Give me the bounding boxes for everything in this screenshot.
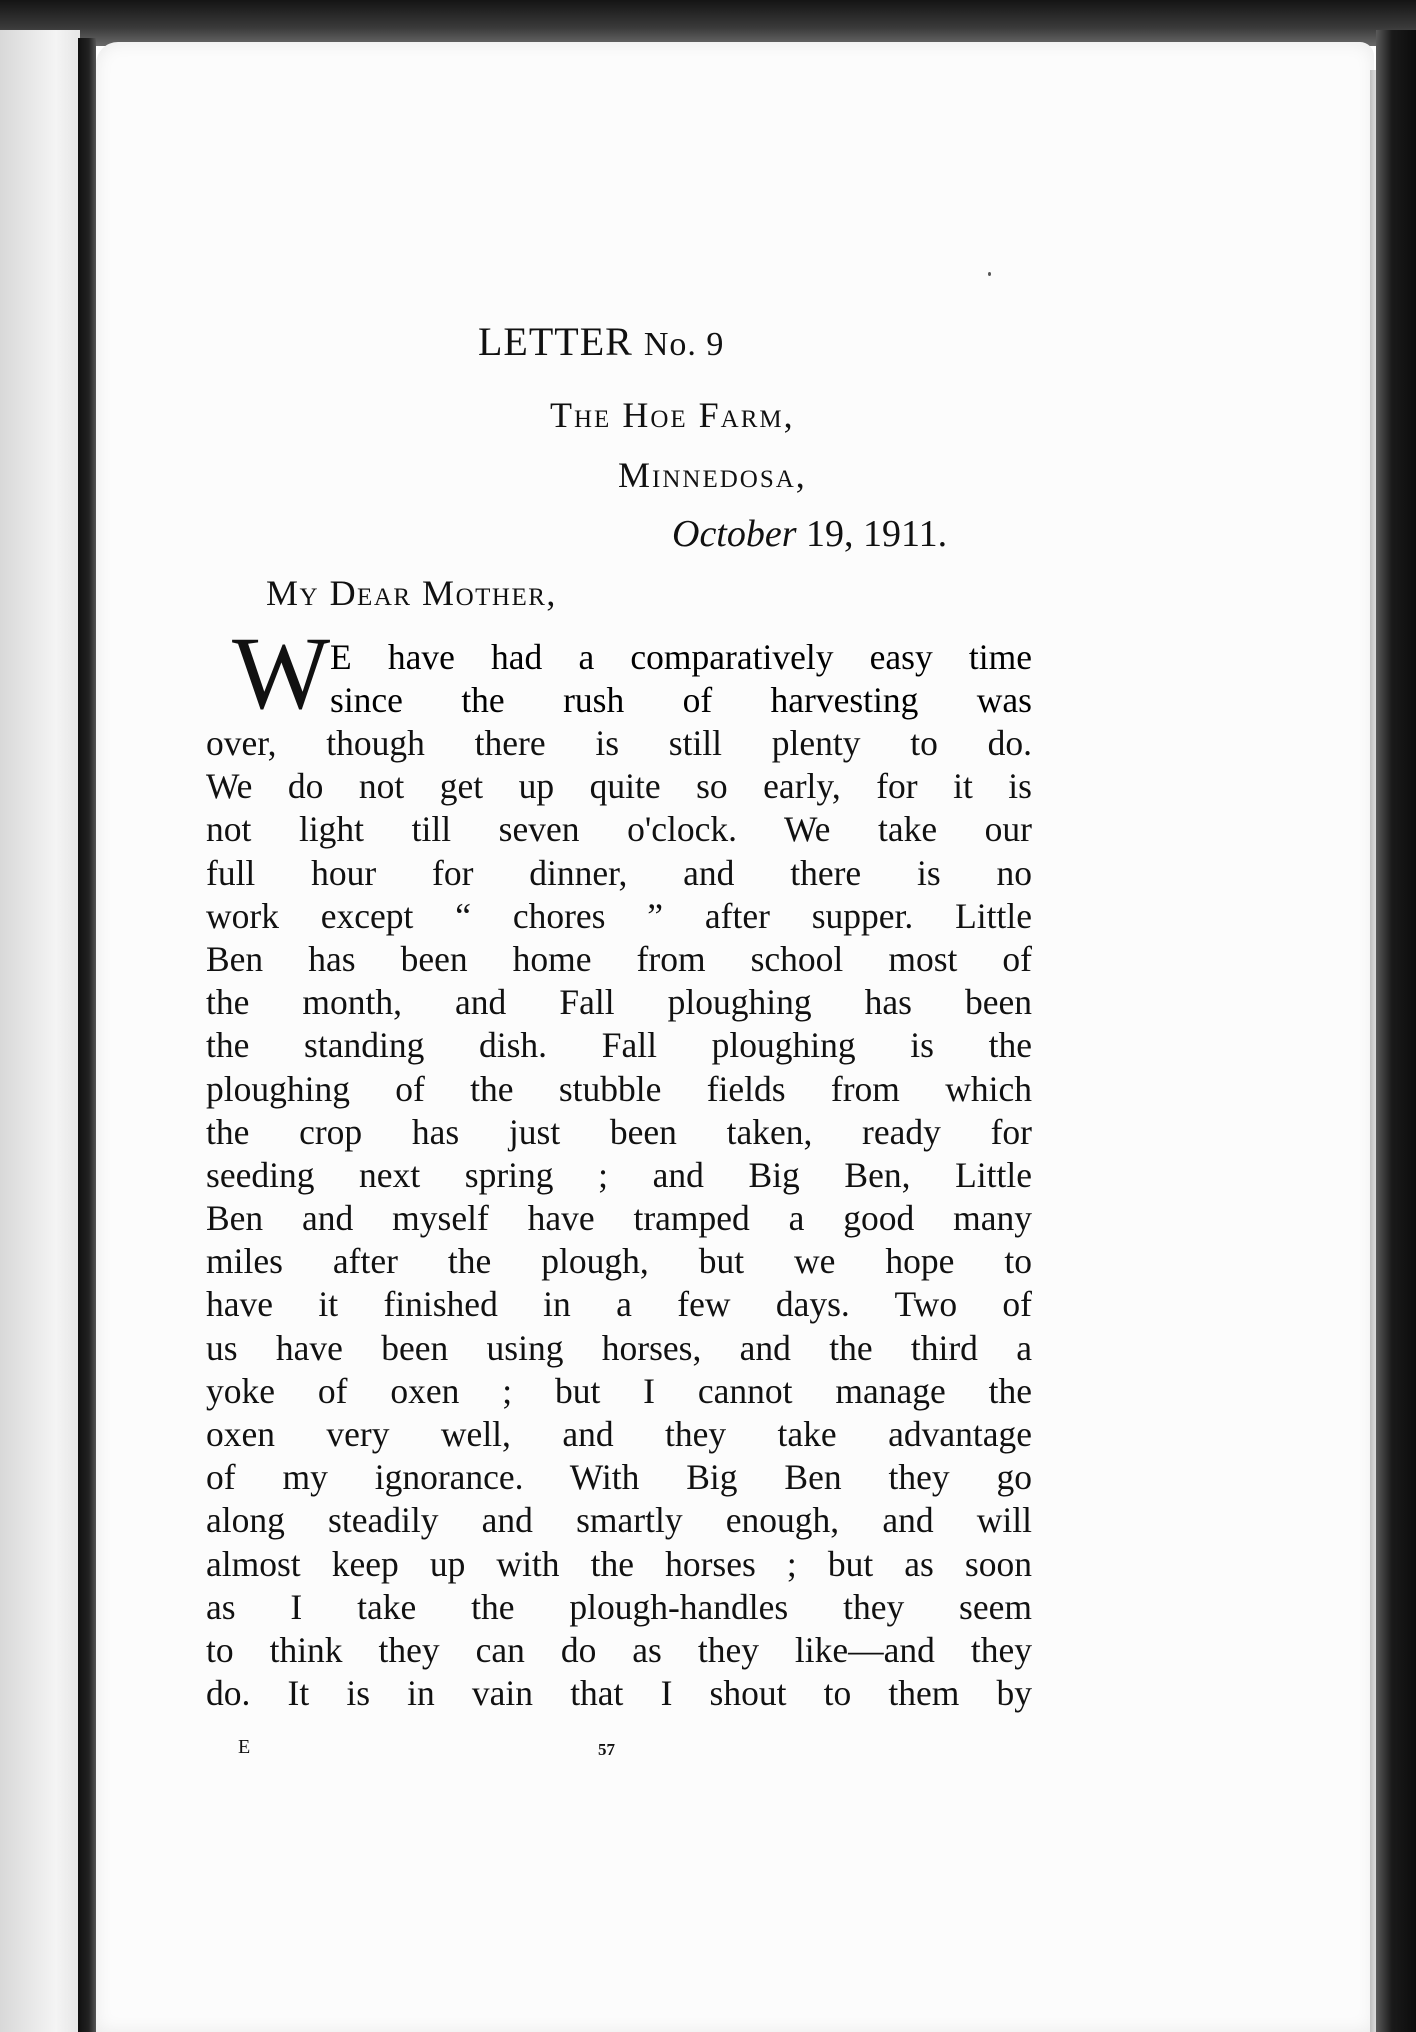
- drop-cap: W: [232, 616, 331, 731]
- letter-heading: [478, 318, 724, 365]
- book-gutter: [78, 38, 96, 2032]
- body-line: oxen very well, and they take advantage: [206, 1414, 1032, 1454]
- cover-edge: [1376, 30, 1416, 2032]
- binding-shadow: [0, 0, 1416, 46]
- body-line: full hour for dinner, and there is no: [206, 852, 1032, 893]
- body-line: We do not get up quite so early, for it is: [206, 766, 1032, 807]
- body-line: over, though there is still plenty to do.: [206, 723, 1032, 763]
- opening-lines: [330, 636, 1032, 722]
- body-line: work except “ chores ” after supper. Little: [206, 895, 1032, 936]
- body-line: almost keep up with the horses ; but as soon: [206, 1543, 1032, 1584]
- signature-mark: E: [238, 1736, 251, 1758]
- body-line: ploughing of the stubble fields from which: [206, 1068, 1032, 1109]
- date-month: October: [672, 513, 797, 555]
- body-line: yoke of oxen ; but I cannot manage the: [206, 1370, 1032, 1411]
- letter-body: [206, 722, 1032, 1715]
- body-line: Ben and myself have tramped a good many: [206, 1198, 1032, 1239]
- date-day-year: 19, 1911.: [806, 513, 948, 555]
- body-line: along steadily and smartly enough, and will: [206, 1500, 1032, 1541]
- body-line: Ben has been home from school most of: [206, 938, 1032, 979]
- body-line: E have had a comparatively easy time: [330, 637, 1032, 677]
- page-number: 57: [598, 1740, 615, 1759]
- dust-speck: [988, 272, 991, 276]
- body-line: miles after the plough, but we hope to: [206, 1241, 1032, 1282]
- body-line: the month, and Fall ploughing has been: [206, 982, 1032, 1023]
- body-line: of my ignorance. With Big Ben they go: [206, 1457, 1032, 1498]
- salutation: My Dear Mother,: [266, 573, 557, 613]
- letter-number: No. 9: [643, 326, 725, 363]
- body-line: do. It is in vain that I shout to them by: [206, 1673, 1032, 1714]
- address-line-1: The Hoe Farm,: [550, 395, 795, 435]
- body-line: as I take the plough-handles they seem: [206, 1586, 1032, 1627]
- body-line: the standing dish. Fall ploughing is the: [206, 1025, 1032, 1066]
- body-line: have it finished in a few days. Two of: [206, 1284, 1032, 1325]
- body-line: seeding next spring ; and Big Ben, Little: [206, 1154, 1032, 1195]
- address-line-2: Minnedosa,: [618, 455, 807, 495]
- body-line: the crop has just been taken, ready for: [206, 1111, 1032, 1152]
- body-line: since the rush of harvesting was: [330, 680, 1032, 721]
- letter-date: [672, 512, 947, 556]
- body-line: not light till seven o'clock. We take our: [206, 809, 1032, 850]
- body-line: us have been using horses, and the third a: [206, 1327, 1032, 1368]
- body-line: to think they can do as they like—and they: [206, 1629, 1032, 1670]
- letter-heading-word: LETTER: [478, 319, 633, 364]
- previous-page-edge: [0, 30, 80, 2032]
